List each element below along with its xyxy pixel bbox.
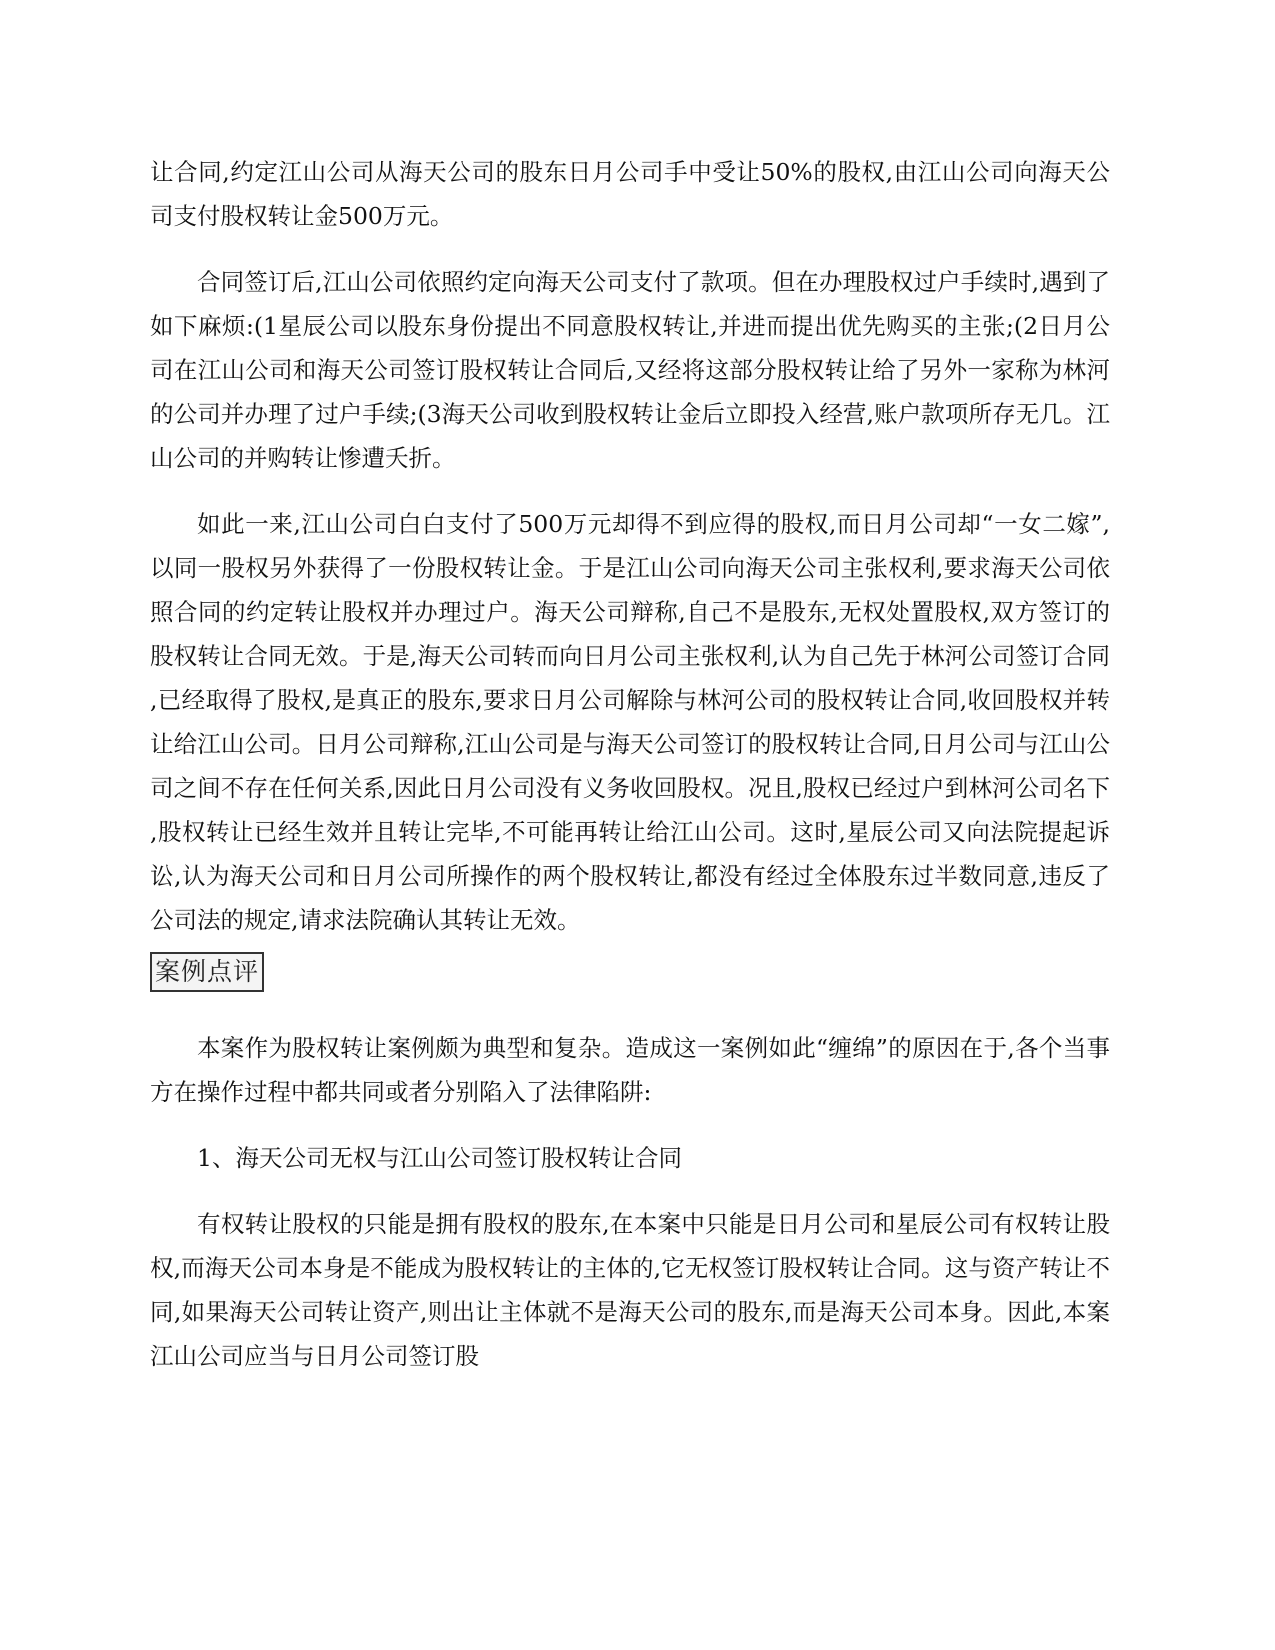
document-page xyxy=(150,150,1110,1400)
paragraph-dispute-claims: 如此一来,江山公司白白支付了500万元却得不到应得的股权,而日月公司却“一女二嫁”,以同一股权另外获得了一份股权转让金。于是江山公司向海天公司主张权利,要求海天公司依照合同的约定转让股权并办理过户。海天公司辩称,自己不是股东,无权处置股权,双方签订的股权转让合同无效。于是,海天公司转而向日月公司主张权利,认为自己先于林河公司签订合同,已经取得了股权,是真正的股东,要求日月公司解除与林河公司的股权转让合同,收回股权并转让给江山公司。日月公司辩称,江山公司是与海天公司签订的股权转让合同,日月公司与江山公司之间不存在任何关系,因此日月公司没有义务收回股权。况且,股权已经过户到林河公司名下,股权转让已经生效并且转让完毕,不可能再转让给江山公司。这时,星辰公司又向法院提起诉讼,认为海天公司和日月公司所操作的两个股权转让,都没有经过全体股东过半数同意,违反了公司法的规定,请求法院确认其转让无效。 xyxy=(150,510,1110,934)
section-heading-wrap xyxy=(150,950,1110,1008)
paragraph-commentary-point-1: 有权转让股权的只能是拥有股权的股东,在本案中只能是日月公司和星辰公司有权转让股权,而海天公司本身是不能成为股权转让的主体的,它无权签订股权转让合同。这与资产转让不同,如果海天公司转让资产,则出让主体就不是海天公司的股东,而是海天公司本身。因此,本案江山公司应当与日月公司签订股 xyxy=(150,1210,1110,1370)
commentary-point-1-title: 1、海天公司无权与江山公司签订股权转让合同 xyxy=(197,1144,682,1172)
paragraph-transfer-problems: 合同签订后,江山公司依照约定向海天公司支付了款项。但在办理股权过户手续时,遇到了如下麻烦:(1星辰公司以股东身份提出不同意股权转让,并进而提出优先购买的主张;(2日月公司在江山公司和海天公司签订股权转让合同后,又经将这部分股权转让给了另外一家称为林河的公司并办理了过户手续;(3海天公司收到股权转让金后立即投入经营,账户款项所存无几。江山公司的并购转让惨遭夭折。 xyxy=(150,268,1110,472)
paragraph-contract-terms: 让合同,约定江山公司从海天公司的股东日月公司手中受让50%的股权,由江山公司向海天公司支付股权转让金500万元。 xyxy=(150,158,1110,230)
paragraph-commentary-intro: 本案作为股权转让案例颇为典型和复杂。造成这一案例如此“缠绵”的原因在于,各个当事方在操作过程中都共同或者分别陷入了法律陷阱: xyxy=(150,1034,1110,1106)
case-commentary-heading: 案例点评 xyxy=(150,952,264,992)
